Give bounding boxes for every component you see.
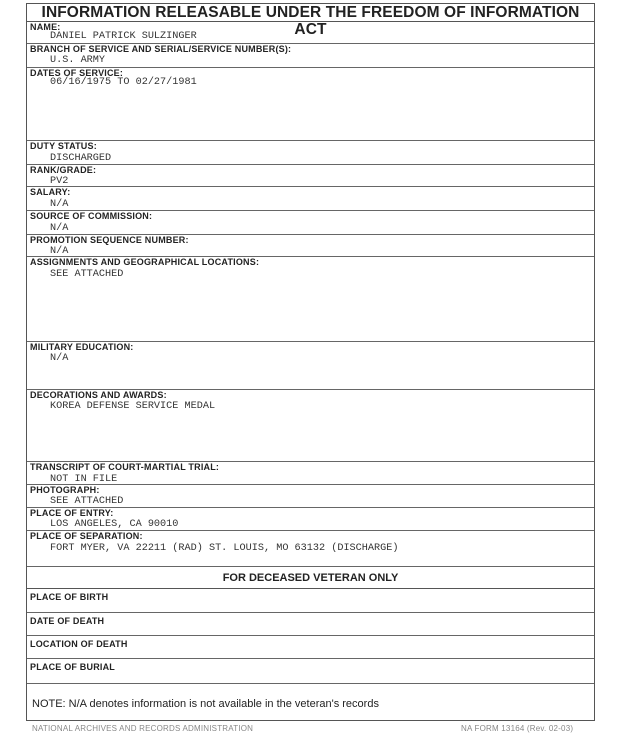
- field-photograph: [27, 485, 594, 508]
- field-source-of-commission: [27, 211, 594, 235]
- decorations-label: DECORATIONS AND AWARDS:: [30, 390, 167, 400]
- salary-label: SALARY:: [30, 187, 71, 197]
- field-military-education: [27, 342, 594, 390]
- field-place-of-birth: [27, 589, 594, 613]
- field-place-of-entry: [27, 508, 594, 531]
- commission-value: N/A: [50, 223, 69, 234]
- promotion-value: N/A: [50, 246, 69, 257]
- court-martial-value: NOT IN FILE: [50, 474, 118, 485]
- rank-value: PV2: [50, 176, 69, 187]
- field-place-of-burial: [27, 659, 594, 684]
- education-label: MILITARY EDUCATION:: [30, 342, 134, 352]
- commission-label: SOURCE OF COMMISSION:: [30, 211, 153, 221]
- name-value: DANIEL PATRICK SULZINGER: [50, 31, 197, 42]
- form-title: INFORMATION RELEASABLE UNDER THE FREEDOM OF INFORMATION ACT: [27, 4, 594, 22]
- footer-form-number: NA FORM 13164 (Rev. 02-03): [461, 724, 574, 733]
- field-location-of-death: [27, 636, 594, 659]
- education-value: N/A: [50, 353, 69, 364]
- location-of-death-label: LOCATION OF DEATH: [30, 639, 128, 649]
- deceased-heading: FOR DECEASED VETERAN ONLY: [27, 567, 594, 589]
- photograph-value: SEE ATTACHED: [50, 496, 124, 507]
- field-rank-grade: [27, 165, 594, 187]
- field-promotion-sequence: [27, 235, 594, 257]
- dates-value: 06/16/1975 TO 02/27/1981: [50, 77, 197, 88]
- name-label: NAME:: [30, 22, 61, 32]
- field-assignments: [27, 257, 594, 342]
- decorations-value: KOREA DEFENSE SERVICE MEDAL: [50, 401, 216, 412]
- assignments-value: SEE ATTACHED: [50, 269, 124, 280]
- assignments-label: ASSIGNMENTS AND GEOGRAPHICAL LOCATIONS:: [30, 257, 260, 267]
- duty-status-label: DUTY STATUS:: [30, 141, 97, 151]
- promotion-label: PROMOTION SEQUENCE NUMBER:: [30, 235, 189, 245]
- field-salary: [27, 187, 594, 211]
- salary-value: N/A: [50, 199, 69, 210]
- duty-status-value: DISCHARGED: [50, 153, 112, 164]
- place-entry-value: LOS ANGELES, CA 90010: [50, 519, 179, 530]
- photograph-label: PHOTOGRAPH:: [30, 485, 100, 495]
- branch-value: U.S. ARMY: [50, 55, 106, 66]
- place-of-birth-label: PLACE OF BIRTH: [30, 592, 109, 602]
- field-court-martial: [27, 462, 594, 485]
- dates-label: DATES OF SERVICE:: [30, 68, 124, 78]
- footer-agency: NATIONAL ARCHIVES AND RECORDS ADMINISTRATION: [32, 724, 254, 733]
- field-place-of-separation: [27, 531, 594, 567]
- place-of-burial-label: PLACE OF BURIAL: [30, 662, 115, 672]
- place-separation-value: FORT MYER, VA 22211 (RAD) ST. LOUIS, MO 63132 (DISCHARGE): [50, 543, 399, 554]
- branch-label: BRANCH OF SERVICE AND SERIAL/SERVICE NUMBER(S):: [30, 44, 292, 54]
- field-duty-status: [27, 141, 594, 165]
- field-decorations-awards: [27, 390, 594, 462]
- place-entry-label: PLACE OF ENTRY:: [30, 508, 114, 518]
- footnote: NOTE: N/A denotes information is not available in the veteran's records: [32, 698, 379, 710]
- field-name: [27, 22, 594, 44]
- date-of-death-label: DATE OF DEATH: [30, 616, 105, 626]
- place-separation-label: PLACE OF SEPARATION:: [30, 531, 143, 541]
- court-martial-label: TRANSCRIPT OF COURT-MARTIAL TRIAL:: [30, 462, 220, 472]
- field-dates-of-service: [27, 68, 594, 141]
- field-branch: [27, 44, 594, 68]
- field-date-of-death: [27, 613, 594, 636]
- rank-label: RANK/GRADE:: [30, 165, 97, 175]
- foia-form: [26, 3, 595, 721]
